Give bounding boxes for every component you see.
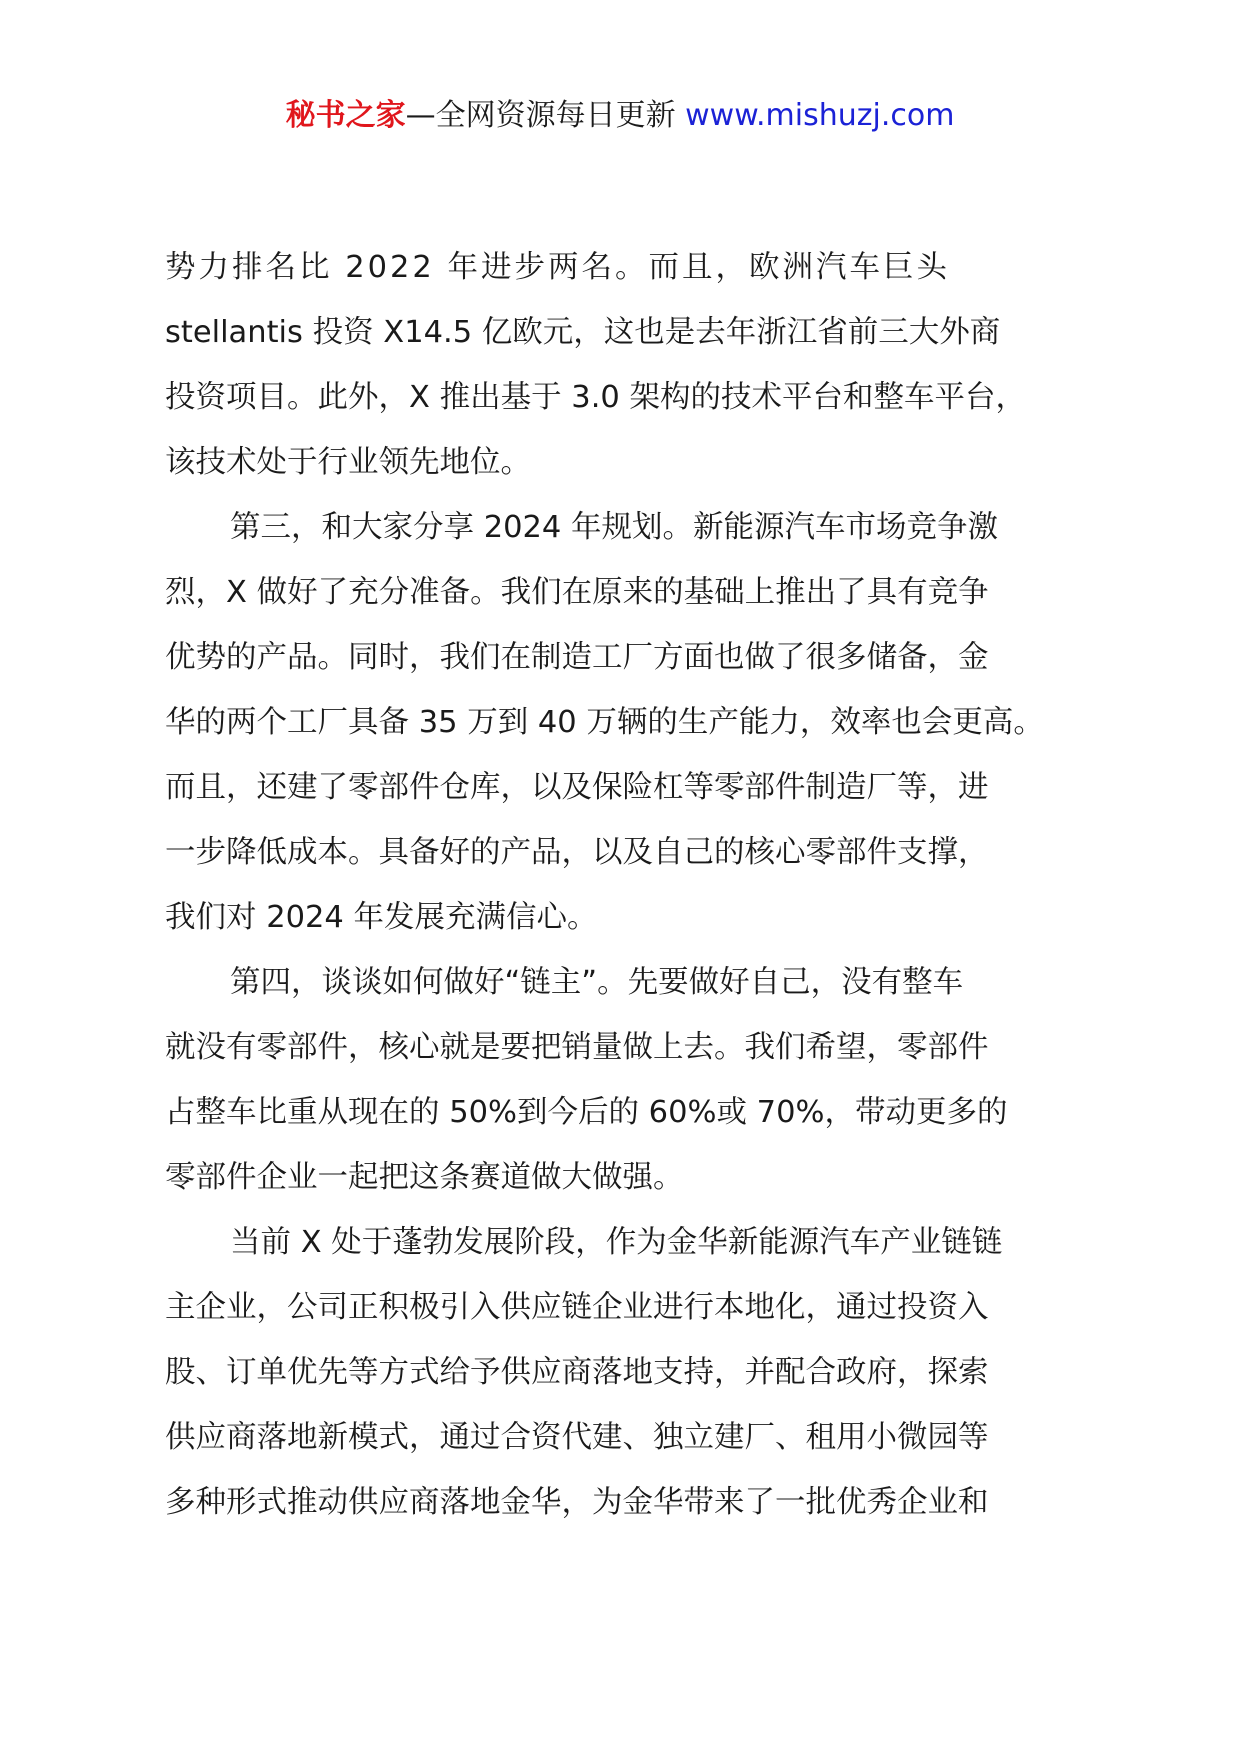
site-tagline: —全网资源每日更新 [405,98,686,133]
text-line: 优势的产品。同时，我们在制造工厂方面也做了很多储备，金 [165,640,989,675]
text-line: 烈，X 做好了充分准备。我们在原来的基础上推出了具有竞争 [165,575,989,610]
text-line: 零部件企业一起把这条赛道做大做强。 [165,1160,684,1195]
text-line: 供应商落地新模式，通过合资代建、独立建厂、租用小微园等 [165,1420,989,1455]
text-line: 一步降低成本。具备好的产品，以及自己的核心零部件支撑， [165,835,989,870]
text-line: 当前 X 处于蓬勃发展阶段，作为金华新能源汽车产业链链 [230,1225,1003,1260]
paragraph-2 [165,495,1110,950]
text-line: 而且，还建了零部件仓库，以及保险杠等零部件制造厂等，进 [165,770,989,805]
text-line: 该技术处于行业领先地位。 [165,445,531,480]
text-line: 华的两个工厂具备 35 万到 40 万辆的生产能力，效率也会更高。 [165,705,1044,740]
site-url-link[interactable]: www.mishuzj.com [685,98,955,133]
text-line: stellantis 投资 X14.5 亿欧元，这也是去年浙江省前三大外商 [165,315,1001,350]
paragraph-3 [165,950,1110,1210]
document-body [165,235,1110,1535]
text-line: 第四，谈谈如何做好“链主”。先要做好自己，没有整车 [230,965,964,1000]
text-line: 股、订单优先等方式给予供应商落地支持，并配合政府，探索 [165,1355,989,1390]
text-line: 多种形式推动供应商落地金华，为金华带来了一批优秀企业和 [165,1485,989,1520]
text-line: 占整车比重从现在的 50%到今后的 60%或 70%，带动更多的 [165,1095,1008,1130]
text-line: 势力排名比 2022 年进步两名。而且，欧洲汽车巨头 [165,250,951,285]
text-line: 主企业，公司正积极引入供应链企业进行本地化，通过投资入 [165,1290,989,1325]
site-brand: 秘书之家 [285,98,406,133]
text-line: 我们对 2024 年发展充满信心。 [165,900,598,935]
text-line: 就没有零部件，核心就是要把销量做上去。我们希望，零部件 [165,1030,989,1065]
text-line: 投资项目。此外，X 推出基于 3.0 架构的技术平台和整车平台， [165,380,1026,415]
text-line: 第三，和大家分享 2024 年规划。新能源汽车市场竞争激 [230,510,999,545]
paragraph-4 [165,1210,1110,1535]
page-header [0,96,1240,136]
paragraph-1 [165,235,1110,495]
